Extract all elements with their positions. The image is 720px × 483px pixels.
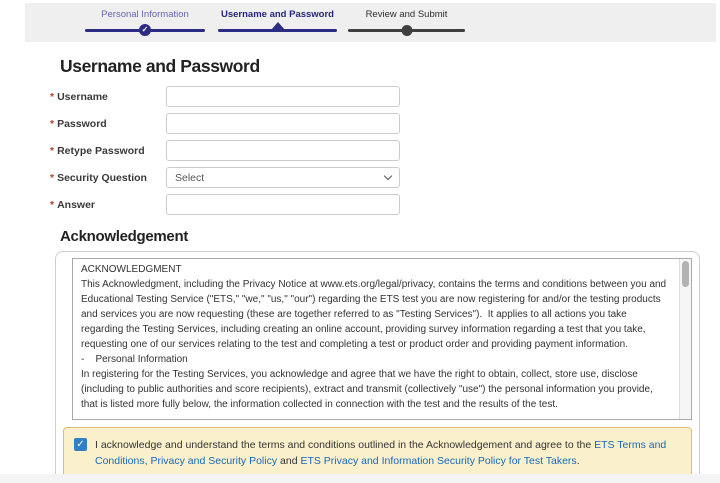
password-label: Password <box>57 117 107 130</box>
acknowledgement-title: Acknowledgement <box>60 228 189 245</box>
field-label <box>50 118 166 130</box>
acknowledgement-paragraph: This Acknowledgment, including the Privacy Notice at www.ets.org/legal/privacy, contains the terms and conditions between you and Educational Testing Service ("ETS," "we," "us," "our") regarding the ETS test you are now registering for and/or the testing products and services you are now requesting (these are together referred to as "Testing Services"). It applies to all actions you take regarding the Testing Services, including creating an online account, providing survey information regarding a test that you take, requesting one of our services relating to the test and completing a test or product order and providing payment information. <box>81 279 669 350</box>
agreement-box <box>63 427 692 479</box>
agreement-checkbox[interactable]: ✓ <box>74 438 87 451</box>
acknowledgement-bullet: - Personal Information <box>81 354 188 365</box>
form-row-retype-password <box>50 140 702 161</box>
step-label: Username and Password <box>221 9 334 20</box>
security-question-select[interactable] <box>166 167 400 188</box>
step-personal-information[interactable] <box>85 3 205 42</box>
page-title: Username and Password <box>60 56 260 76</box>
step-review-and-submit[interactable] <box>348 3 465 42</box>
field-label <box>50 145 166 157</box>
future-step-dot-icon <box>401 25 412 36</box>
step-label: Personal Information <box>101 9 189 20</box>
form-row-answer <box>50 194 702 215</box>
acknowledgement-heading-line: ACKNOWLEDGMENT <box>81 264 182 275</box>
select-value: Select <box>175 171 205 184</box>
form-row-security-question <box>50 167 702 188</box>
field-label <box>50 199 166 211</box>
acknowledgement-scrollbox[interactable] <box>72 258 692 420</box>
answer-label: Answer <box>57 198 96 211</box>
link-ets-privacy-policy-test-takers[interactable]: ETS Privacy and Information Security Policy for Test Takers <box>300 455 577 467</box>
form-row-password <box>50 113 702 134</box>
retype-password-input[interactable] <box>166 140 400 161</box>
required-asterisk: * <box>50 198 55 211</box>
required-asterisk: * <box>50 171 55 184</box>
check-circle-icon: ✓ <box>139 24 151 36</box>
link-privacy-and-security-policy[interactable]: Privacy and Security Policy <box>150 455 278 467</box>
chevron-down-icon <box>384 172 392 180</box>
page-bottom-divider <box>0 474 720 483</box>
agreement-suffix: . <box>576 455 580 467</box>
field-label <box>50 91 166 103</box>
answer-input[interactable] <box>166 194 400 215</box>
acknowledgement-text <box>73 259 679 419</box>
required-asterisk: * <box>50 117 55 130</box>
link-ets-terms-and-conditions[interactable]: ETS Terms and Conditions, <box>95 439 667 467</box>
credentials-form <box>50 86 702 215</box>
current-step-triangle-icon <box>271 22 285 30</box>
form-row-username <box>50 86 702 107</box>
step-username-and-password[interactable] <box>218 3 337 42</box>
agreement-text <box>95 437 681 469</box>
field-label <box>50 172 166 184</box>
agreement-text-before: I acknowledge and understand the terms and conditions outlined in the Acknowledgement and agree to the <box>95 439 595 451</box>
agreement-connector: and <box>277 455 301 467</box>
username-label: Username <box>57 90 108 103</box>
required-asterisk: * <box>50 90 55 103</box>
step-label: Review and Submit <box>365 9 448 20</box>
main-content <box>50 56 702 483</box>
username-input[interactable] <box>166 86 400 107</box>
required-asterisk: * <box>50 144 55 157</box>
acknowledgement-paragraph: In registering for the Testing Services, you acknowledge and agree that we have the right to obtain, collect, store use, disclose (including to public authorities and score recipients), extract and transmit (collectively "use") the personal information you provide, that is listed more fully below, the information collected in connection with the test and the results of the test. <box>81 369 656 410</box>
retype-password-label: Retype Password <box>57 144 145 157</box>
scrollbar-thumb[interactable] <box>682 261 689 287</box>
progress-stepper <box>25 3 716 42</box>
scrollbar-track[interactable] <box>679 259 691 419</box>
security-question-label: Security Question <box>57 171 147 184</box>
password-input[interactable] <box>166 113 400 134</box>
acknowledgement-panel <box>55 251 700 483</box>
